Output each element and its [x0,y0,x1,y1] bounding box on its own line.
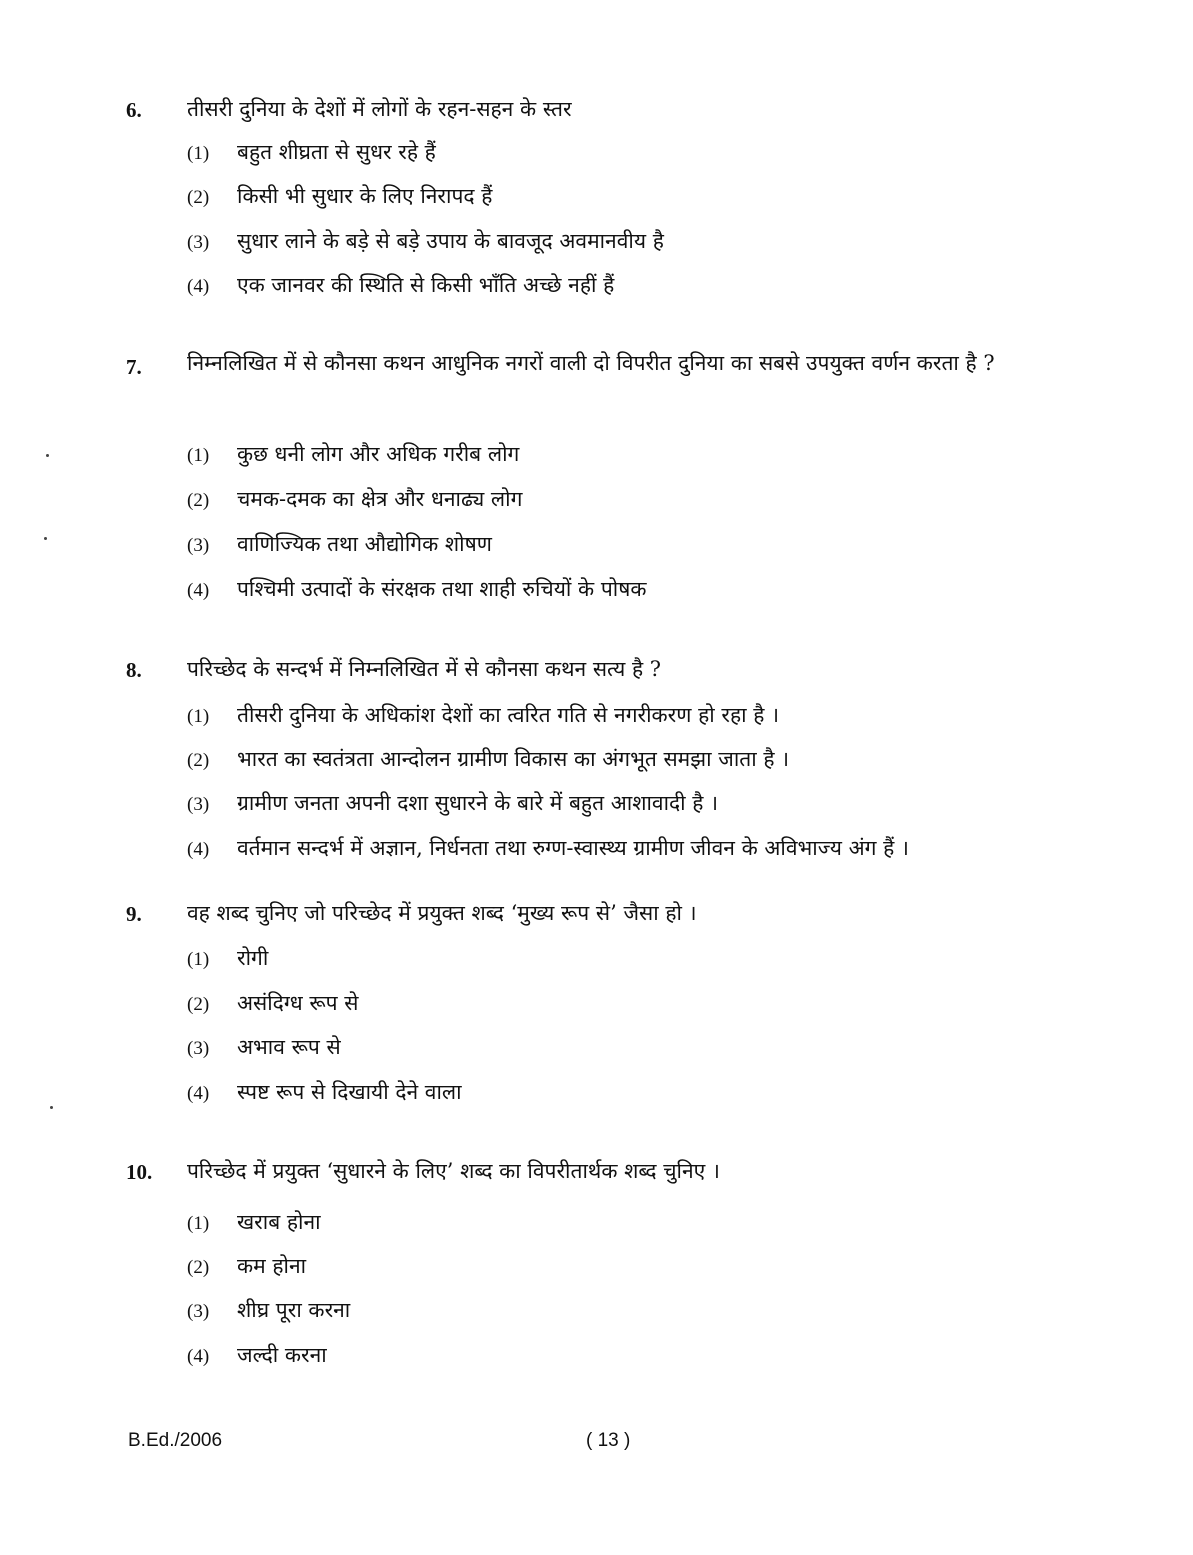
option-number: (2) [187,187,210,208]
option-number: (3) [187,1038,210,1059]
option-number: (4) [187,580,210,601]
option-number: (3) [187,535,210,556]
option-number: (1) [187,445,210,466]
option-text: असंदिग्ध रूप से [237,991,359,1015]
scan-speck [44,537,47,540]
option-text: पश्चिमी उत्पादों के संरक्षक तथा शाही रुचियों के पोषक [237,577,647,601]
question-number: 6. [126,98,142,122]
option-number: (2) [187,1257,210,1278]
option [187,944,1087,972]
scan-speck [46,454,49,457]
option [187,989,1087,1017]
option-text: वर्तमान सन्दर्भ में अज्ञान, निर्धनता तथा रुग्ण-स्वास्थ्य ग्रामीण जीवन के अविभाज्य अंग हैं । [237,836,909,860]
option [187,745,1087,773]
question-number: 10. [126,1160,153,1184]
option-number: (1) [187,706,210,727]
option [187,271,1087,299]
option [187,530,1087,558]
option-number: (1) [187,143,210,164]
option-number: (3) [187,232,210,253]
option [187,440,1087,468]
option [187,834,1087,862]
option-number: (1) [187,1213,210,1234]
option [187,1208,1087,1236]
question-number: 8. [126,658,142,682]
option-text: शीघ्र पूरा करना [237,1298,351,1322]
option-text: सुधार लाने के बड़े से बड़े उपाय के बावजूद अवमानवीय है [237,229,664,253]
option [187,182,1087,210]
option-text: ग्रामीण जनता अपनी दशा सुधारने के बारे में बहुत आशावादी है । [237,791,719,815]
option [187,485,1087,513]
scan-speck [50,1106,53,1109]
option-text: रोगी [237,946,269,970]
option-number: (2) [187,750,210,771]
question-number: 7. [126,355,142,379]
option-number: (2) [187,490,210,511]
option-number: (4) [187,1083,210,1104]
option-text: स्पष्ट रूप से दिखायी देने वाला [237,1080,462,1104]
option-number: (4) [187,839,210,860]
option-text: एक जानवर की स्थिति से किसी भाँति अच्छे नहीं हैं [237,273,615,297]
option [187,789,1087,817]
option [187,1341,1087,1369]
question-text: परिच्छेद के सन्दर्भ में निम्नलिखित में से कौनसा कथन सत्य है ? [187,657,662,681]
option-text: किसी भी सुधार के लिए निरापद हैं [237,184,493,208]
exam-code: B.Ed./2006 [128,1430,223,1451]
option-text: खराब होना [237,1210,321,1234]
option-number: (4) [187,276,210,297]
option [187,1252,1087,1280]
option-text: कम होना [237,1254,307,1278]
option-text: जल्दी करना [237,1343,327,1367]
option-number: (3) [187,794,210,815]
option-number: (1) [187,949,210,970]
option [187,138,1087,166]
option [187,701,1087,729]
option [187,1296,1087,1324]
option [187,575,1087,603]
option-number: (3) [187,1301,210,1322]
option-text: तीसरी दुनिया के अधिकांश देशों का त्वरित गति से नगरीकरण हो रहा है । [237,703,780,727]
option-text: वाणिज्यिक तथा औद्योगिक शोषण [237,532,492,556]
question-text: निम्नलिखित में से कौनसा कथन आधुनिक नगरों वाली दो विपरीत दुनिया का सबसे उपयुक्त वर्णन करता है ? [187,351,995,375]
option-text: अभाव रूप से [237,1035,341,1059]
option [187,227,1087,255]
question-text: तीसरी दुनिया के देशों में लोगों के रहन-सहन के स्तर [187,97,572,121]
question-number: 9. [126,902,142,926]
option [187,1033,1087,1061]
option-number: (4) [187,1346,210,1367]
question-text: वह शब्द चुनिए जो परिच्छेद में प्रयुक्त शब्द ‘मुख्य रूप से’ जैसा हो । [187,901,697,925]
question-text: परिच्छेद में प्रयुक्त ‘सुधारने के लिए’ शब्द का विपरीतार्थक शब्द चुनिए । [187,1159,720,1183]
option-number: (2) [187,994,210,1015]
option-text: भारत का स्वतंत्रता आन्दोलन ग्रामीण विकास का अंगभूत समझा जाता है । [237,747,790,771]
page-number: ( 13 ) [586,1430,631,1451]
option-text: चमक-दमक का क्षेत्र और धनाढ्य लोग [237,487,523,511]
option-text: कुछ धनी लोग और अधिक गरीब लोग [237,442,520,466]
option [187,1078,1087,1106]
option-text: बहुत शीघ्रता से सुधर रहे हैं [237,140,436,164]
